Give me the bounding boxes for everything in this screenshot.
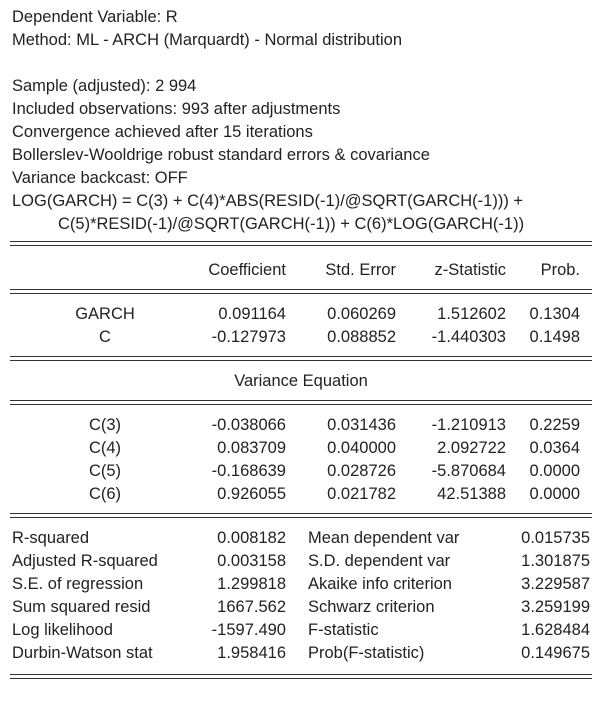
prob-value: 0.1498 bbox=[529, 328, 580, 346]
stat-label: R-squared bbox=[12, 529, 90, 547]
stat-value: 1667.562 bbox=[217, 598, 286, 616]
coef-value: 0.926055 bbox=[217, 485, 286, 503]
rule bbox=[10, 404, 592, 405]
se-value: 0.028726 bbox=[327, 462, 396, 480]
method-line: Method: ML - ARCH (Marquardt) - Normal distribution bbox=[12, 31, 403, 49]
stat-label: Akaike info criterion bbox=[308, 575, 452, 593]
var-name: C(4) bbox=[88, 439, 122, 457]
rule bbox=[10, 674, 592, 675]
stat-label: Prob(F-statistic) bbox=[308, 644, 425, 662]
stat-label: Adjusted R-squared bbox=[12, 552, 158, 570]
rule bbox=[10, 289, 592, 290]
stat-label: Sum squared resid bbox=[12, 598, 151, 616]
se-value: 0.031436 bbox=[327, 416, 396, 434]
rule bbox=[10, 517, 592, 518]
stat-value: 0.003158 bbox=[217, 552, 286, 570]
stat-value: 0.008182 bbox=[217, 529, 286, 547]
z-value: -1.210913 bbox=[431, 416, 506, 434]
var-name: C(5) bbox=[88, 462, 122, 480]
prob-value: 0.0000 bbox=[529, 485, 580, 503]
var-name: C bbox=[99, 328, 111, 346]
prob-value: 0.0364 bbox=[529, 439, 580, 457]
se-value: 0.088852 bbox=[327, 328, 396, 346]
rule bbox=[10, 400, 592, 401]
convergence-line: Convergence achieved after 15 iterations bbox=[12, 123, 313, 141]
stat-value: 0.149675 bbox=[521, 644, 590, 662]
stat-value: 1.301875 bbox=[521, 552, 590, 570]
robust-errors-line: Bollerslev-Wooldrige robust standard errors & covariance bbox=[12, 146, 430, 164]
col-header-coefficient: Coefficient bbox=[208, 261, 286, 279]
backcast-line: Variance backcast: OFF bbox=[12, 169, 188, 187]
stat-value: 3.259199 bbox=[521, 598, 590, 616]
z-value: 1.512602 bbox=[437, 305, 506, 323]
var-name: C(6) bbox=[88, 485, 122, 503]
se-value: 0.060269 bbox=[327, 305, 396, 323]
z-value: 2.092722 bbox=[437, 439, 506, 457]
stat-value: 1.958416 bbox=[217, 644, 286, 662]
rule bbox=[10, 356, 592, 357]
se-value: 0.040000 bbox=[327, 439, 396, 457]
stat-label: S.E. of regression bbox=[12, 575, 144, 593]
coef-value: 0.083709 bbox=[217, 439, 286, 457]
stat-value: 0.015735 bbox=[521, 529, 590, 547]
stat-value: -1597.490 bbox=[211, 621, 286, 639]
stat-value: 1.299818 bbox=[217, 575, 286, 593]
var-name: C(3) bbox=[88, 416, 122, 434]
stat-label: F-statistic bbox=[308, 621, 379, 639]
observations-line: Included observations: 993 after adjustments bbox=[12, 100, 341, 118]
rule bbox=[10, 241, 592, 242]
rule bbox=[10, 293, 592, 294]
stat-value: 3.229587 bbox=[521, 575, 590, 593]
stat-label: Log likelihood bbox=[12, 621, 113, 639]
rule bbox=[10, 678, 592, 679]
coef-value: -0.127973 bbox=[211, 328, 286, 346]
z-value: -1.440303 bbox=[431, 328, 506, 346]
rule bbox=[10, 245, 592, 246]
z-value: 42.51388 bbox=[437, 485, 506, 503]
var-name: GARCH bbox=[75, 305, 135, 323]
coef-value: -0.168639 bbox=[211, 462, 286, 480]
rule bbox=[10, 360, 592, 361]
prob-value: 0.0000 bbox=[529, 462, 580, 480]
variance-spec-line: LOG(GARCH) = C(3) + C(4)*ABS(RESID(-1)/@SQRT(GARCH(-1))) + bbox=[12, 192, 524, 210]
se-value: 0.021782 bbox=[327, 485, 396, 503]
coef-value: 0.091164 bbox=[218, 305, 286, 323]
stat-label: Mean dependent var bbox=[308, 529, 460, 547]
dependent-variable-line: Dependent Variable: R bbox=[12, 8, 178, 26]
coef-value: -0.038066 bbox=[211, 416, 286, 434]
sample-line: Sample (adjusted): 2 994 bbox=[12, 77, 197, 95]
stat-label: Schwarz criterion bbox=[308, 598, 435, 616]
variance-equation-title: Variance Equation bbox=[234, 372, 368, 390]
col-header-z-statistic: z-Statistic bbox=[434, 261, 506, 279]
prob-value: 0.1304 bbox=[529, 305, 580, 323]
stat-label: S.D. dependent var bbox=[308, 552, 451, 570]
col-header-prob: Prob. bbox=[540, 261, 580, 279]
stat-value: 1.628484 bbox=[521, 621, 590, 639]
variance-spec-line-cont: C(5)*RESID(-1)/@SQRT(GARCH(-1)) + C(6)*LOG(GARCH(-1)) bbox=[58, 215, 525, 233]
stat-label: Durbin-Watson stat bbox=[12, 644, 153, 662]
prob-value: 0.2259 bbox=[529, 416, 580, 434]
z-value: -5.870684 bbox=[431, 462, 506, 480]
rule bbox=[10, 513, 592, 514]
col-header-std-error: Std. Error bbox=[325, 261, 396, 279]
